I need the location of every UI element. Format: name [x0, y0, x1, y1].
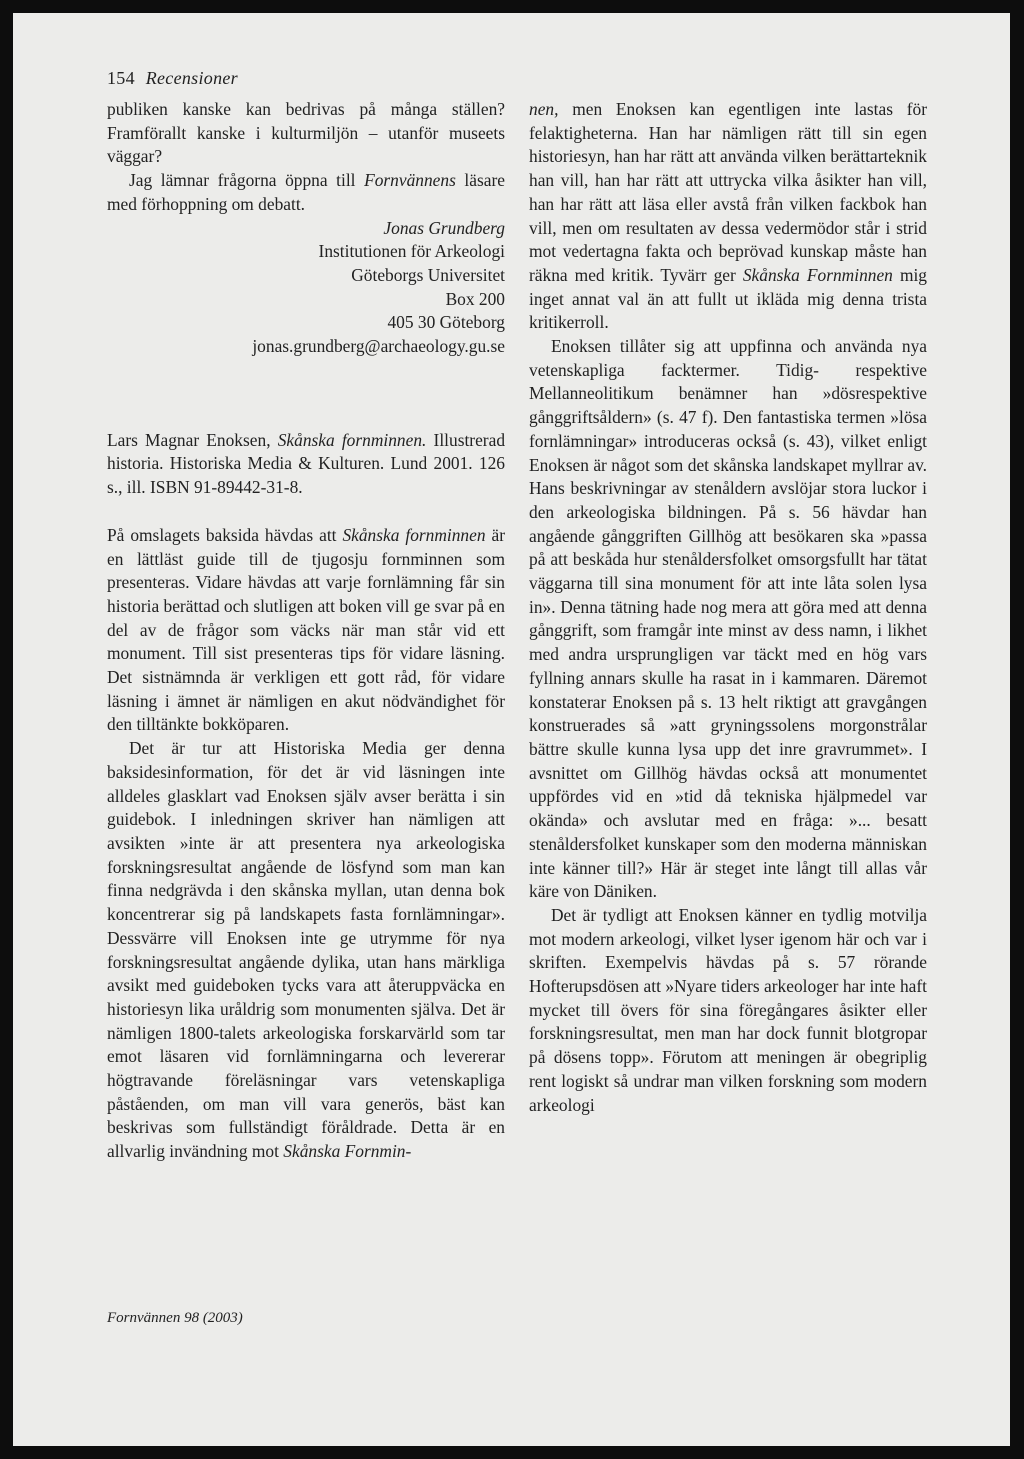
left-column — [107, 98, 505, 1164]
page-number: 154 — [107, 68, 135, 88]
running-header — [107, 67, 238, 89]
paragraph: På omslagets baksida hävdas att Skånska fornminnen är en lättläst guide till de tjugosju fornminnen som presenteras. Vidare hävdas att varje fornlämning får sin historia berättad och slutligen att boken vill ge svar på en del av de frågor som väcks när man står vid ett monument. Till sist presenteras tips för vidare läsning. Det sistnämnda är verkligen ett gott råd, för vidare läsning i ämnet är nämligen en akut nödvändighet för den tilltänkte bokköparen. — [107, 524, 505, 735]
right-column — [529, 98, 927, 1117]
signature-city: 405 30 Göteborg — [387, 312, 505, 333]
paragraph: Jag lämnar frågorna öppna till Fornvännens läsare med förhoppning om debatt. — [107, 170, 505, 214]
journal-footer: Fornvännen 98 (2003) — [107, 1310, 243, 1326]
author-signature — [107, 217, 505, 359]
signature-institution: Institutionen för Arkeologi — [318, 241, 505, 262]
book-reference: Lars Magnar Enoksen, Skånska fornminnen. Illustrerad historia. Historiska Media & Kulturen. Lund 2001. 126 s., ill. ISBN 91-89442-31-8. — [107, 429, 506, 498]
paragraph: Det är tur att Historiska Media ger denna baksidesinformation, för det är vid läsningen inte alldeles glasklart vad Enoksen själv avser berätta i sin guidebok. I inledningen skriver han nämligen att avsikten »inte är att presentera nya arkeologiska forskningsresultat angående de lösfynd som man kan finna nedgrävda i den skånska myllan, utan denna bok koncentrerar sig på landskapets fasta fornlämningar». Dessvärre vill Enoksen inte ge utrymme för nya forskningsresultat angående dylika, utan hans märkliga avsikt med guideboken tycks vara att återuppväcka en historiesyn lika uråldrig som monumenten själva. Det är nämligen 1800-talets arkeologiska forskarvärld som tar emot läsaren vid fornlämningarna och levererar högtravande föreläsningar vars vetenskapliga påståenden, om man vill vara generös, bäst kan beskrivas som fullständigt föråldrade. Detta är en allvarlig invändning mot Skånska Fornmin- — [107, 738, 505, 1162]
paragraph: publiken kanske kan bedrivas på många ställen? Framförallt kanske i kulturmiljön – utanför museets väggar? — [107, 99, 505, 167]
signature-box: Box 200 — [445, 288, 505, 309]
signature-name: Jonas Grundberg — [383, 217, 505, 238]
paragraph: Enoksen tillåter sig att uppfinna och använda nya vetenskapliga facktermer. Tidig- respektive Mellanneolitikum benämner han »dösrespektive gånggriftsåldern» (s. 47 f). Den fantastiska termen »lösa fornlämningar» introduceras också (s. 43), vilket enligt Enoksen är något som det skånska landskapet myllrar av. Hans beskrivningar av stenåldern avslöjar stora luckor i den arkeologiska bildningen. På s. 56 hävdar han angående gånggriften Gillhög att besökaren ska »passa på att beskåda hur stenåldersfolket omsorgsfullt har tätat väggarna till sina monument för att inte låta solen lysa in». Denna tätning hade nog mera att göra med att denna gånggrift, som framgår inte minst av dess namn, i likhet med andra ursprungligen var täckt med en hög vars fyllning annars skulle ha rasat in i kammaren. Däremot konstaterar Enoksen på s. 13 helt riktigt att gravgången konstruerades så »att gryningssolens morgonstrålar bättre skulle kunna lysa upp det inre gravrummet». I avsnittet om Gillhög hävdas också att monumentet uppfördes vid en »tid då tekniska hjälpmedel var okända» och avslutar med en fråga: »... besatt stenåldersfolket kunskaper som den moderna människan inte känner till?» Här är steget inte långt till allas vår käre von Däniken. — [529, 336, 927, 902]
section-title: Recensioner — [145, 68, 238, 88]
signature-university: Göteborgs Universitet — [351, 264, 505, 285]
signature-email: jonas.grundberg@archaeology.gu.se — [252, 336, 505, 357]
paragraph: nen, men Enoksen kan egentligen inte lastas för felaktigheterna. Han har nämligen rätt till sin egen historiesyn, han har rätt att använda vilken berättarteknik han vill, han har rätt att uttrycka vilka åsikter han vill, han har rätt att läsa eller avstå från vilken fackbok han vill, men om resultaten av dessa vedermödor står i strid mot vedertagna fakta och beprövad kunskap måste han räkna med kritik. Tyvärr ger Skånska Fornminnen mig inget annat val än att fullt ut ikläda mig denna trista kritikerroll. — [529, 99, 927, 333]
paragraph: Det är tydligt att Enoksen känner en tydlig motvilja mot modern arkeologi, vilket lyser igenom här och var i skriften. Exempelvis hävdas på s. 57 rörande Hofterupsdösen att »Nyare tiders arkeologer har inte haft mycket till övers för sina föregångares åsikter eller forskningsresultat, men man har dock funnit blotgropar på dösens topp». Förutom att meningen är obegriplig rent logiskt så undrar man vilken forskning som modern arkeologi — [529, 904, 927, 1115]
